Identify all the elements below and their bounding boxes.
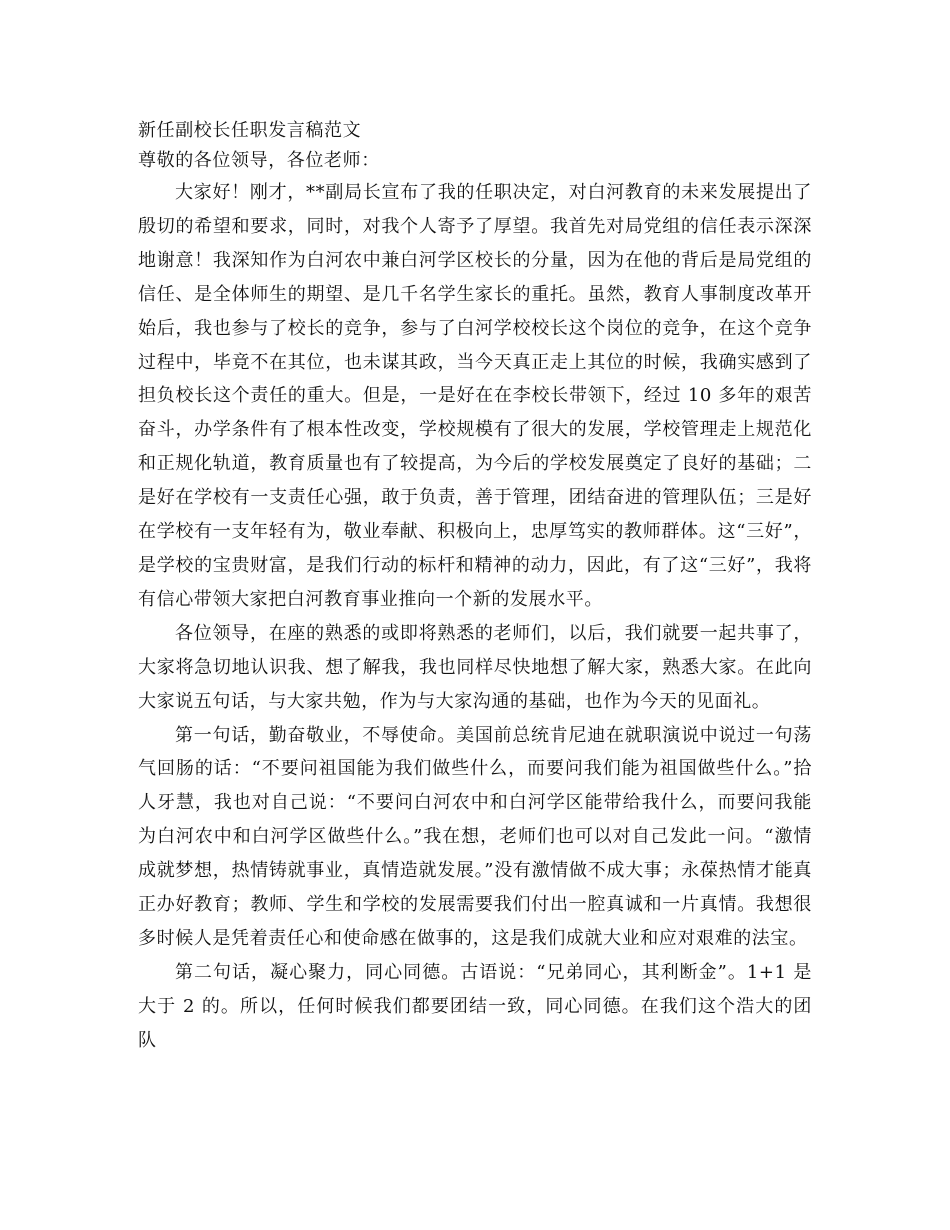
paragraph-4: 第二句话，凝心聚力，同心同德。古语说：“兄弟同心，其利断金”。1+1 是大于 2 的。所以，任何时候我们都要团结一致，同心同德。在我们这个浩大的团队 <box>138 961 812 1051</box>
paragraph-1: 大家好！刚才，**副局长宣布了我的任职决定，对白河教育的未来发展提出了殷切的希望和要求，同时，对我个人寄予了厚望。我首先对局党组的信任表示深深地谢意！我深知作为白河农中兼白河学区校长的分量，因为在他的背后是局党组的信任、是全体师生的期望、是几千名学生家长的重托。虽然，教育人事制度改革开始后，我也参与了校长的竞争，参与了白河学校校长这个岗位的竞争，在这个竞争过程中，毕竟不在其位，也未谋其政，当今天真正走上其位的时候，我确实感到了担负校长这个责任的重大。但是，一是好在在李校长带领下，经过 10 多年的艰苦奋斗，办学条件有了根本性改变，学校规模有了很大的发展，学校管理走上规范化和正规化轨道，教育质量也有了较提高，为今后的学校发展奠定了良好的基础；二是好在学校有一支责任心强，敢于负责，善于管理，团结奋进的管理队伍；三是好在学校有一支年轻有为，敬业奉献、积极向上，忠厚笃实的教师群体。这“三好”，是学校的宝贵财富，是我们行动的标杆和精神的动力，因此，有了这“三好”，我将有信心带领大家把白河教育事业推向一个新的发展水平。 <box>138 182 812 610</box>
salutation: 尊敬的各位领导，各位老师： <box>138 150 380 171</box>
document-title: 新任副校长任职发言稿范文 <box>138 120 362 141</box>
paragraph-3: 第一句话，勤奋敬业，不辱使命。美国前总统肯尼迪在就职演说中说过一句荡气回肠的话：“不要问祖国能为我们做些什么，而要问我们能为祖国做些什么。”拾人牙慧，我也对自己说：“不要问白河农中和白河学区能带给我什么，而要问我能为白河农中和白河学区做些什么。”我在想，老师们也可以对自己发此一问。“激情成就梦想，热情铸就事业，真情造就发展。”没有激情做不成大事；永葆热情才能真正办好教育；教师、学生和学校的发展需要我们付出一腔真诚和一片真情。我想很多时候人是凭着责任心和使命感在做事的，这是我们成就大业和应对艰难的法宝。 <box>138 724 812 949</box>
document-body <box>138 116 812 1058</box>
paragraph-2: 各位领导，在座的熟悉的或即将熟悉的老师们，以后，我们就要一起共事了，大家将急切地认识我、想了解我，我也同样尽快地想了解大家，熟悉大家。在此向大家说五句话，与大家共勉，作为与大家沟通的基础，也作为今天的见面礼。 <box>138 622 812 712</box>
